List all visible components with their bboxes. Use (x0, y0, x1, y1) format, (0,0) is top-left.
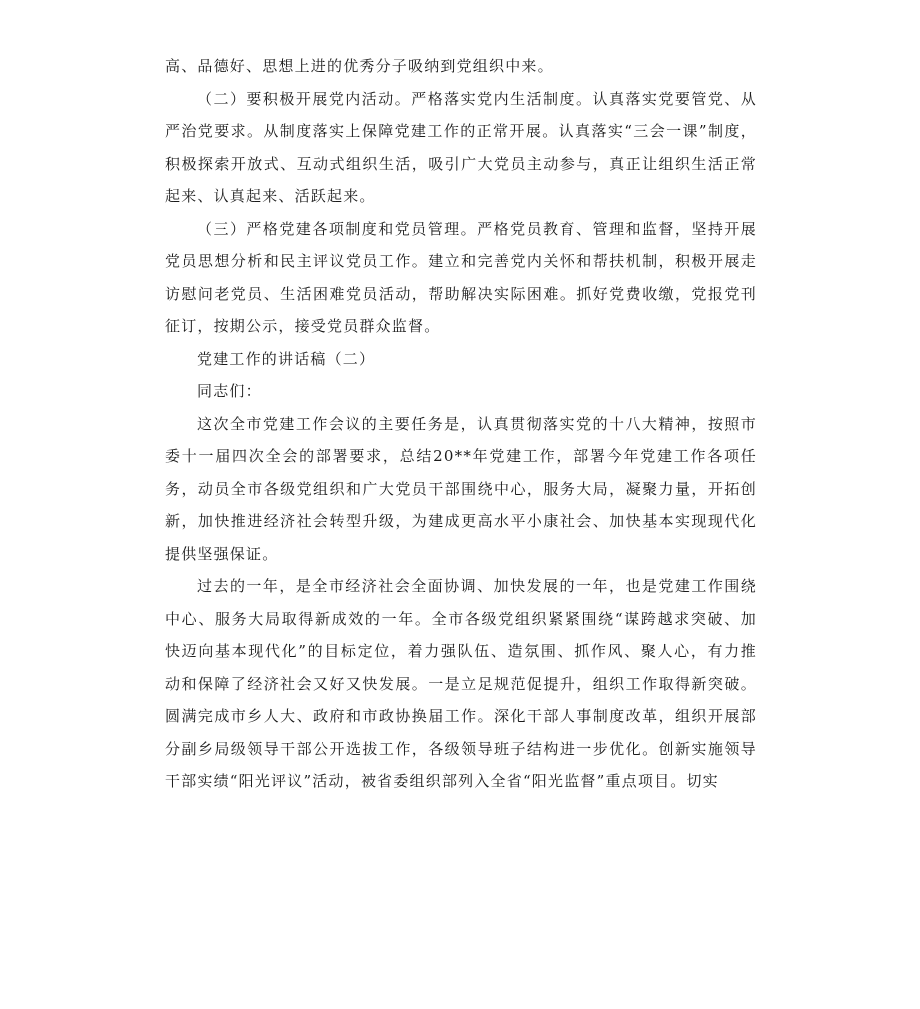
paragraph-past-year: 过去的一年，是全市经济社会全面协调、加快发展的一年，也是党建工作围绕中心、服务大局取得新成效的一年。全市各级党组织紧紧围绕“谋跨越求突破、加快迈向基本现代化”的目标定位，着力强队伍、造氛围、抓作风、聚人心，有力推动和保障了经济社会又好又快发展。一是立足规范促提升，组织工作取得新突破。圆满完成市乡人大、政府和市政协换届工作。深化干部人事制度改革，组织开展部分副乡局级领导干部公开选拔工作，各级领导班子结构进一步优化。创新实施领导干部实绩“阳光评议”活动，被省委组织部列入全省“阳光监督”重点项目。切实 (165, 577, 757, 790)
salutation: 同志们： (197, 382, 262, 400)
paragraph-meeting-task: 这次全市党建工作会议的主要任务是，认真贯彻落实党的十八大精神，按照市委十一届四次全会的部署要求，总结20**年党建工作，部署今年党建工作各项任务，动员全市各级党组织和广大党员干部围绕中心，服务大局，凝聚力量，开拓创新，加快推进经济社会转型升级，为建成更高水平小康社会、加快基本实现现代化提供坚强保证。 (165, 414, 757, 563)
speech-title: 党建工作的讲话稿（二） (197, 349, 376, 368)
document-body (165, 50, 757, 798)
paragraph-section-three: （三）严格党建各项制度和党员管理。严格党员教育、管理和监督，坚持开展党员思想分析和民主评议党员工作。建立和完善党内关怀和帮扶机制，积极开展走访慰问老党员、生活困难党员活动，帮助解决实际困难。抓好党费收缴，党报党刊征订，按期公示，接受党员群众监督。 (165, 219, 757, 335)
paragraph-section-two: （二）要积极开展党内活动。严格落实党内生活制度。认真落实党要管党、从严治党要求。从制度落实上保障党建工作的正常开展。认真落实“三会一课”制度，积极探索开放式、互动式组织生活，吸引广大党员主动参与，真正让组织生活正常起来、认真起来、活跃起来。 (165, 89, 757, 205)
paragraph-continuation: 高、品德好、思想上进的优秀分子吸纳到党组织中来。 (165, 57, 554, 75)
